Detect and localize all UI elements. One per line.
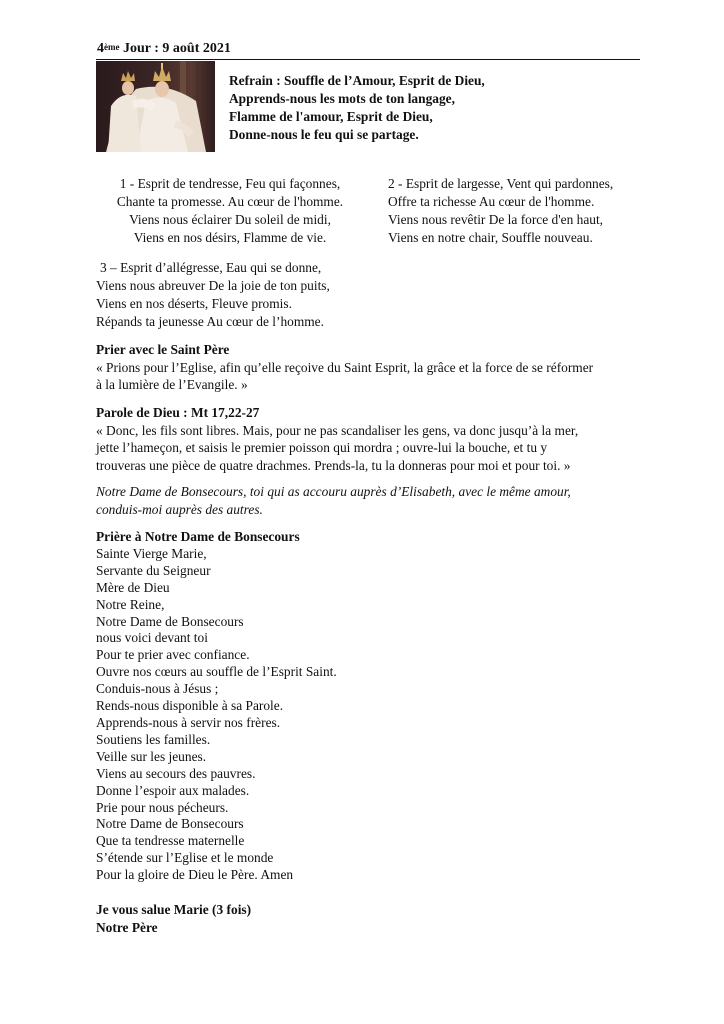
prayer-line: Pour la gloire de Dieu le Père. Amen: [96, 867, 294, 883]
gospel-section: [96, 404, 644, 474]
verse-line: 1 - Esprit de tendresse, Feu qui façonnes,: [119, 176, 341, 191]
virgin-and-child-statue-photo: [96, 61, 215, 152]
refrain-line: Flamme de l'amour, Esprit de Dieu,: [229, 109, 433, 124]
verse-line: Viens nous revêtir De la force d'en haut,: [388, 212, 604, 227]
prayer-line: Notre Dame de Bonsecours: [96, 613, 244, 629]
refrain-line: Donne-nous le feu qui se partage.: [229, 127, 419, 142]
prayer-line: Viens au secours des pauvres.: [96, 765, 256, 781]
gospel-line: trouveras une pièce de quatre drachmes. Prends-la, tu la donneras pour moi et pour toi. »: [96, 457, 571, 473]
closing-line: Je vous salue Marie (3 fois): [96, 902, 252, 917]
refrain-line: Refrain : Souffle de l’Amour, Esprit de Dieu,: [229, 73, 485, 88]
refrain: [229, 72, 485, 144]
prayer-section: [96, 529, 644, 884]
invocation-line: Notre Dame de Bonsecours, toi qui as accouru auprès d’Elisabeth, avec le même amour,: [96, 484, 571, 499]
prayer-line: Ouvre nos cœurs au souffle de l’Esprit Saint.: [96, 664, 337, 680]
prayer-line: Mère de Dieu: [96, 579, 170, 595]
prayer-line: Pour te prier avec confiance.: [96, 647, 250, 663]
day-date: Jour : 9 août 2021: [119, 41, 231, 56]
closing-line: Notre Père: [96, 919, 158, 935]
header-rule: [96, 59, 640, 60]
closing-prayers: [96, 901, 644, 936]
day-suffix: ème: [104, 42, 120, 52]
prayer-line: Prie pour nous pécheurs.: [96, 799, 229, 815]
prayer-line: Servante du Seigneur: [96, 562, 211, 578]
verse-line: Viens nous abreuver De la joie de ton puits,: [96, 278, 330, 293]
verse-1: [80, 175, 380, 247]
prayer-line: Veille sur les jeunes.: [96, 748, 207, 764]
prayer-line: Sainte Vierge Marie,: [96, 545, 207, 561]
section-heading: Parole de Dieu : Mt 17,22-27: [96, 405, 260, 420]
page-title: [97, 41, 231, 57]
pope-intention-line: « Prions pour l’Eglise, afin qu’elle reçoive du Saint Esprit, la grâce et la force de se réformer: [96, 359, 594, 375]
verse-line: Chante ta promesse. Au cœur de l'homme.: [116, 194, 344, 209]
prayer-line: Notre Dame de Bonsecours: [96, 816, 244, 832]
pope-section: [96, 341, 644, 394]
prayer-line: S’étende sur l’Eglise et le monde: [96, 850, 274, 866]
verse-line: Viens en nos désirs, Flamme de vie.: [133, 230, 327, 245]
prayer-line: Notre Reine,: [96, 596, 165, 612]
verse-line: 3 – Esprit d’allégresse, Eau qui se donne,: [100, 260, 322, 275]
verse-3: [96, 259, 330, 331]
pope-intention-line: à la lumière de l’Evangile. »: [96, 377, 248, 392]
verse-line: Viens nous éclairer Du soleil de midi,: [129, 212, 331, 227]
verse-2: [388, 175, 613, 247]
prayer-line: nous voici devant toi: [96, 630, 208, 646]
verse-line: Offre ta richesse Au cœur de l'homme.: [388, 194, 595, 209]
gospel-line: « Donc, les fils sont libres. Mais, pour ne pas scandaliser les gens, va donc jusqu’à la mer,: [96, 422, 579, 438]
day-number: 4: [97, 41, 104, 56]
gospel-line: jette l’hameçon, et saisis le premier poisson qui mordra ; ouvre-lui la bouche, et tu y: [96, 440, 548, 455]
prayer-line: Soutiens les familles.: [96, 731, 211, 747]
verse-line: Viens en nos déserts, Fleuve promis.: [96, 296, 292, 311]
section-heading: Prier avec le Saint Père: [96, 342, 230, 357]
prayer-line: Donne l’espoir aux malades.: [96, 782, 250, 798]
section-heading: Prière à Notre Dame de Bonsecours: [96, 529, 300, 544]
verse-line: Viens en notre chair, Souffle nouveau.: [388, 230, 593, 245]
prayer-line: Que ta tendresse maternelle: [96, 833, 245, 849]
refrain-line: Apprends-nous les mots de ton langage,: [229, 91, 455, 106]
prayer-line: Rends-nous disponible à sa Parole.: [96, 698, 284, 714]
prayer-line: Conduis-nous à Jésus ;: [96, 681, 219, 697]
invocation-line: conduis-moi auprès des autres.: [96, 501, 263, 517]
verse-line: 2 - Esprit de largesse, Vent qui pardonnes,: [388, 176, 614, 191]
statue-image: [96, 61, 215, 152]
prayer-line: Apprends-nous à servir nos frères.: [96, 714, 281, 730]
invocation: [96, 483, 644, 518]
verse-line: Répands ta jeunesse Au cœur de l’homme.: [96, 314, 324, 329]
